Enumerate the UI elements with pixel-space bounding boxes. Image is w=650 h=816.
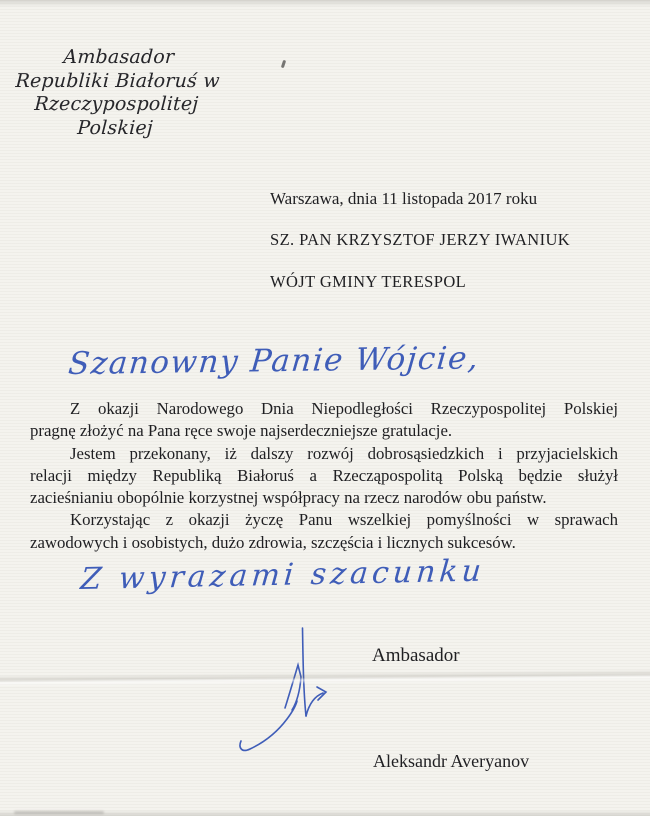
body-line: relacji między Republiką Białoruś a Rzecząpospolitą Polską będzie służył (30, 465, 618, 485)
letterhead-line-1: Ambasador (62, 46, 175, 68)
addressee-title: WÓJT GMINY TERESPOL (270, 272, 467, 291)
signer-title: Ambasador (372, 645, 460, 666)
body-line: pragnę złożyć na Pana ręce swoje najserdeczniejsze gratulacje. (30, 421, 453, 441)
body-line: zawodowych i osobistych, dużo zdrowia, szczęścia i licznych sukcesów. (30, 532, 516, 552)
handwritten-closing: Z wyrazami szacunku (79, 553, 487, 598)
letterhead-line-3: Rzeczypospolitej Polskiej (33, 93, 200, 139)
scan-bottom-edge-shadow (0, 810, 650, 816)
letter-body (30, 398, 618, 554)
body-line: zacieśnianiu obopólnie korzystnej współpracy na rzecz narodów obu państw. (30, 488, 547, 508)
letterhead-line-2: Republiki Białoruś w (14, 69, 221, 92)
scan-speck (281, 60, 286, 69)
letterhead (12, 46, 223, 140)
signer-name: Aleksandr Averyanov (373, 751, 530, 771)
body-line: Korzystając z okazji życzę Panu wszelkiej pomyślności w sprawach (70, 510, 618, 530)
handwritten-salutation: Szanowny Panie Wójcie, (66, 340, 482, 383)
addressee-name: SZ. PAN KRZYSZTOF JERZY IWANIUK (270, 230, 571, 249)
signature-scribble (225, 596, 340, 756)
body-line: Jestem przekonany, iż dalszy rozwój dobrosąsiedzkich i przyjacielskich (70, 443, 618, 463)
dateline: Warszawa, dnia 11 listopada 2017 roku (270, 189, 538, 208)
scan-top-edge-shadow (0, 0, 650, 7)
body-line: Z okazji Narodowego Dnia Niepodległości Rzeczypospolitej Polskiej (70, 399, 618, 418)
